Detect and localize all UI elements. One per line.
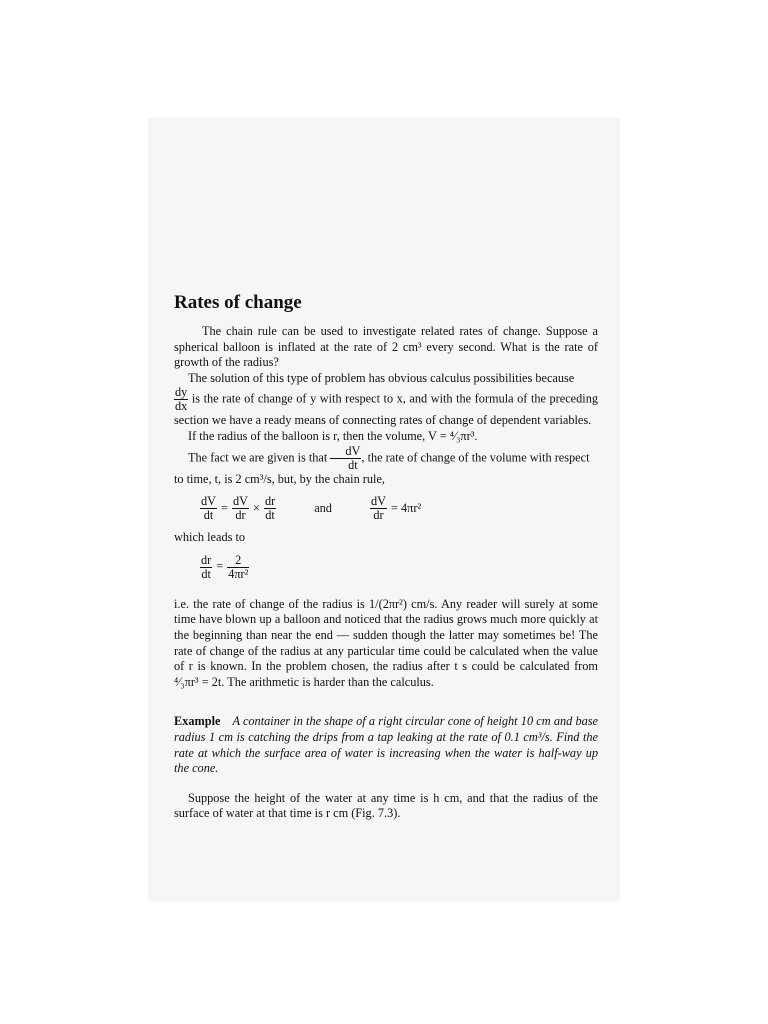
example-block [174, 714, 598, 776]
leads-to-text: which leads to [174, 530, 246, 545]
paragraph-given-cont: to time, t, is 2 cm³/s, but, by the chain rule, [174, 471, 385, 486]
paragraph-solution-cont: $\frac{dy}{dx}$ is the rate of change of y with respect to x, and with the formula of the preceding section we have a ready means of connecting rates of change of dependent variables. [174, 385, 598, 428]
paragraph-intro: The chain rule can be used to investigate related rates of change. Suppose a spherical balloon is inflated at the rate of 2 cm³ every second. What is the rate of growth of the radius? [174, 324, 598, 370]
paragraph-given: The fact we are given is that $\frac{dV}{dt}$ , the rate of change of the volume with respect [188, 443, 590, 472]
paragraph-solution: The solution of this type of problem has obvious calculus possibilities because [188, 370, 575, 385]
paragraph-conclusion: i.e. the rate of change of the radius is 1/(2πr²) cm/s. Any reader will surely at some time have blown up a balloon and noticed that the radius grows much more quickly at the beginning than near the end — sudden though the latter may sometimes be! The rate of change of the radius at any particular time could be calculated when the value of r is known. In the problem chosen, the radius after t s could be calculated from ⁴⁄₃πr³ = 2t. The arithmetic is harder than the calculus. [174, 596, 598, 689]
chain-rule-equation: $\frac{dV}{dt}$ = $\frac{dV}{dr}$ × $\frac{dr}{dt}$ and $\frac{dV}{dr}$ = 4πr² [201, 494, 422, 523]
fraction-dy-dx: $\frac{dy}{dx}$ [175, 385, 188, 414]
page-content [174, 292, 598, 822]
section-heading: Rates of change [174, 292, 302, 313]
fraction-dv-dt: $\frac{dV}{dt}$ [330, 445, 361, 472]
example-text: A container in the shape of a right circular cone of height 10 cm and base radius 1 cm is catching the drips from a tap leaking at the rate of 0.1 cm³/s. Find the rate at which the surface area of water is increasing when the water is half-way up the cone. [174, 714, 598, 776]
radius-rate-equation: $\frac{dr}{dt}$ = $\frac{2}{\text{4πr²}}$ [201, 552, 249, 581]
example-label: Example [174, 714, 221, 729]
paragraph-volume: If the radius of the balloon is r, then the volume, V = ⁴⁄₃πr³. [188, 428, 478, 443]
paragraph-setup: Suppose the height of the water at any time is h cm, and that the radius of the surface of water at that time is r cm (Fig. 7.3). [174, 790, 598, 821]
